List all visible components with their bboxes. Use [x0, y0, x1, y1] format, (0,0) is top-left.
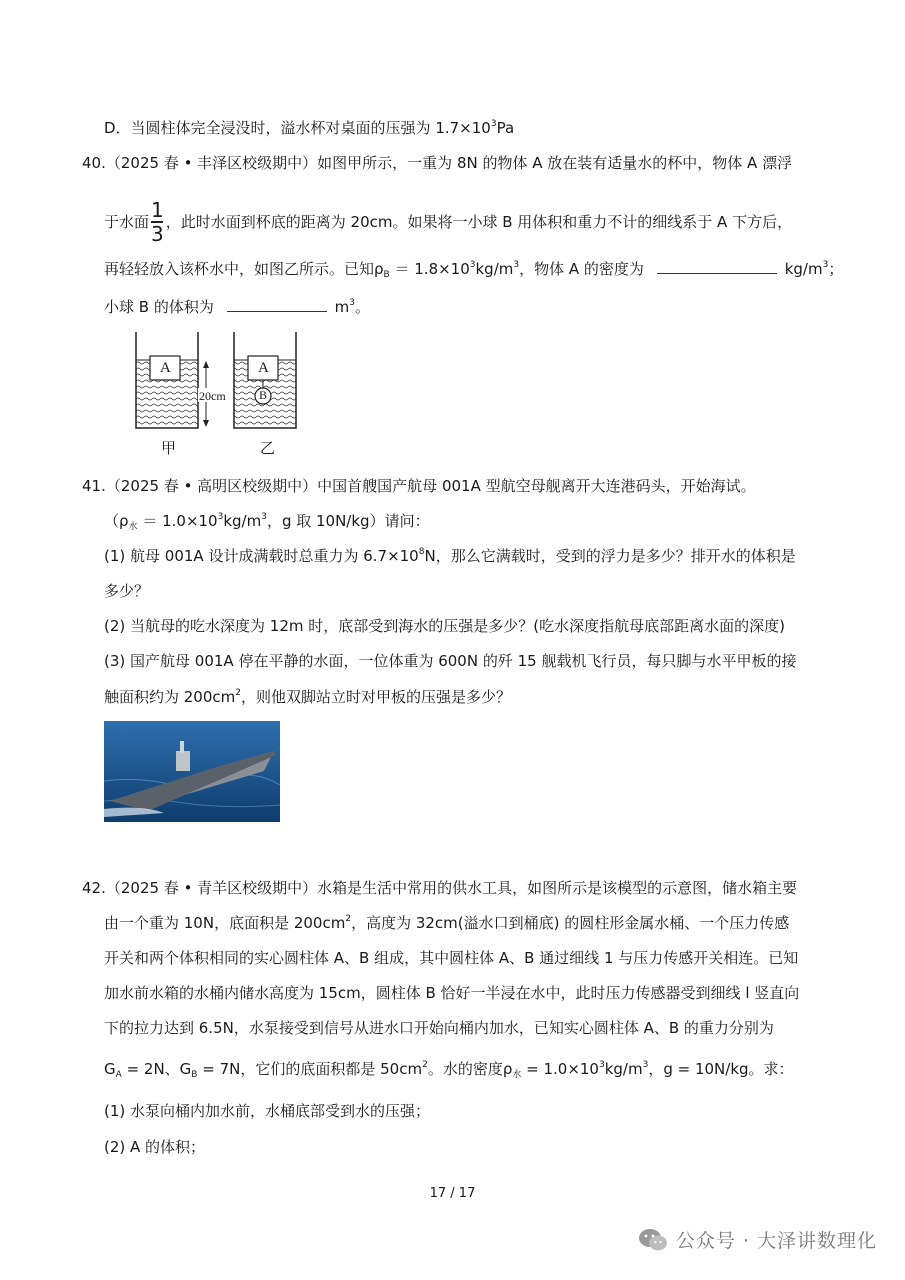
q41-line2: （$\rho_水 = 1.0\times 10^3kg/m^3$，g 取 10N/kg）请问： — [104, 512, 430, 532]
label-depth: 20cm — [199, 389, 226, 403]
q42-line6: $G_A = 2N$、$G_B = 7N$，它们的底面积都是 $50cm^2$。水的密度$\rho_水 = 1.0\times 10^3kg/m^3$，g = 10N/kg。求： — [104, 1060, 794, 1080]
page-number: 17 / 17 — [429, 1186, 476, 1201]
aircraft-carrier-photo — [104, 721, 280, 822]
wechat-icon — [638, 1227, 668, 1253]
q40-line3: 再轻轻放入该杯水中，如图乙所示。已知$\rho_B = 1.8\times 10^3kg/m^3$，物体 A 的密度为 $kg/m^3$； — [104, 260, 844, 280]
label-a-left: A — [160, 360, 171, 376]
answer-blank-density[interactable] — [657, 259, 777, 274]
cup-right — [234, 332, 296, 428]
q40-figure — [128, 330, 313, 430]
q42-line4: 加水前水箱的水桶内储水高度为 15cm，圆柱体 B 恰好一半浸在水中，此时压力传感器受到细线 l 竖直向 — [104, 984, 800, 1002]
q41-part1: (1) 航母 001A 设计成满载时总重力为 $6.7\times 10^8N$，那么它满载时，受到的浮力是多少？排开水的体积是 — [104, 547, 796, 565]
watermark-text: 公众号 · 大泽讲数理化 — [675, 1230, 877, 1252]
q42-part2: (2) A 的体积； — [104, 1138, 206, 1156]
q42-line3: 开关和两个体积相同的实心圆柱体 A、B 组成，其中圆柱体 A、B 通过细线 1 与压力传感开关相连。已知 — [104, 949, 799, 967]
q41-part1-cont: 多少？ — [104, 582, 150, 600]
q40-line1: 40.（2025 春 • 丰泽区校级期中）如图甲所示，一重为 8N 的物体 A 放在装有适量水的杯中，物体 A 漂浮 — [82, 154, 793, 172]
cup-left — [136, 332, 198, 428]
answer-blank-volume[interactable] — [227, 297, 327, 312]
caption-right: 乙 — [260, 441, 276, 457]
q42-line1: 42.（2025 春 • 青羊区校级期中）水箱是生活中常用的供水工具，如图所示是该模型的示意图，储水箱主要 — [82, 879, 798, 897]
q42-part1: (1) 水泵向桶内加水前，水桶底部受到水的压强； — [104, 1102, 431, 1120]
q42-line5: 下的拉力达到 6.5N，水泵接受到信号从进水口开始向桶内加水，已知实心圆柱体 A、B 的重力分别为 — [104, 1019, 774, 1037]
q41-part2: (2) 当航母的吃水深度为 12m 时，底部受到海水的压强是多少？(吃水深度指航母底部距离水面的深度) — [104, 617, 785, 635]
label-a-right: A — [258, 360, 269, 376]
q41-part3-line2: 触面积约为 $200cm^2$，则他双脚站立时对甲板的压强是多少？ — [104, 688, 512, 706]
watermark — [638, 1226, 877, 1253]
label-b: B — [259, 388, 268, 402]
caption-left: 甲 — [161, 441, 177, 457]
fraction-one-third: $\frac{1}{3}$ — [151, 198, 164, 246]
q41-line1: 41.（2025 春 • 高明区校级期中）中国首艘国产航母 001A 型航空母舰离开大连港码头，开始海试。 — [82, 477, 756, 495]
q41-part3-line1: (3) 国产航母 001A 停在平静的水面，一位体重为 600N 的歼 15 舰载机飞行员，每只脚与水平甲板的接 — [104, 652, 797, 670]
q42-line2: 由一个重为 10N，底面积是 $200cm^2$，高度为 32cm(溢水口到桶底) 的圆柱形金属水桶、一个压力传感 — [104, 914, 790, 932]
q40-line2: 于水面 $\frac{1}{3}$ ，此时水面到杯底的距离为 20cm。如果将一小球 B 用体积和重力不计的细线系于 A 下方后， — [104, 198, 793, 246]
q39-option-d: D．当圆柱体完全浸没时，溢水杯对桌面的压强为 $1.7\times 10^3Pa$ — [104, 119, 515, 137]
q40-line4: 小球 B 的体积为 $m^3$。 — [104, 298, 370, 316]
